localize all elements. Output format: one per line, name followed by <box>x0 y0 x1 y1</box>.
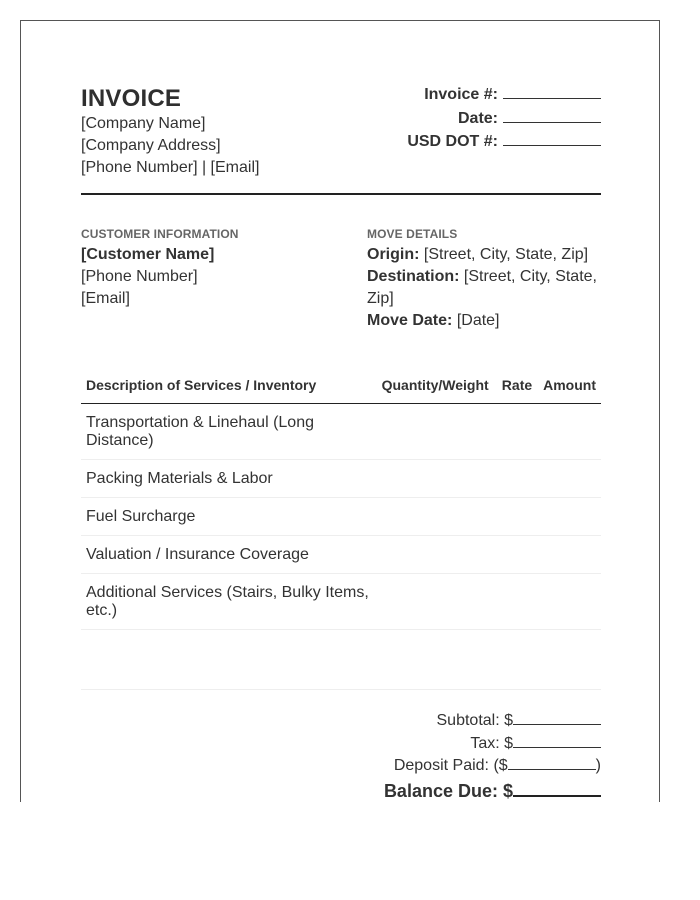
move-date-line <box>367 310 603 332</box>
dot-number-label: USD DOT #: <box>407 133 498 150</box>
deposit-blank <box>508 755 596 770</box>
dot-number-row <box>407 130 601 154</box>
row-quantity <box>377 536 494 574</box>
row-description: Valuation / Insurance Coverage <box>81 536 377 574</box>
origin-label: Origin: <box>367 246 420 263</box>
table-row <box>81 404 601 460</box>
invoice-date-label: Date: <box>457 109 498 127</box>
origin-value: [Street, City, State, Zip] <box>423 246 589 263</box>
invoice-page <box>20 20 660 802</box>
deposit-close: ) <box>595 757 601 774</box>
row-quantity <box>377 460 494 498</box>
balance-due-row <box>81 778 601 804</box>
company-name: [Company Name] <box>81 115 206 132</box>
deposit-row <box>81 755 601 778</box>
balance-due-blank <box>513 780 601 797</box>
invoice-number-row <box>407 83 601 107</box>
destination-line <box>367 266 603 310</box>
invoice-date-blank <box>503 107 601 123</box>
row-description: Packing Materials & Labor <box>81 460 377 498</box>
invoice-number-label: Invoice #: <box>424 86 498 103</box>
totals-section <box>81 710 601 804</box>
empty-cell <box>494 630 537 690</box>
invoice-content <box>81 85 601 804</box>
services-table <box>81 367 601 690</box>
row-amount <box>537 460 601 498</box>
row-amount <box>537 498 601 536</box>
quantity-header: Quantity/Weight <box>377 367 494 404</box>
customer-email: [Email] <box>81 290 130 307</box>
move-date-value: [Date] <box>456 312 500 329</box>
move-details <box>367 227 603 332</box>
row-rate <box>494 536 537 574</box>
customer-section-label: CUSTOMER INFORMATION <box>81 227 239 241</box>
origin-line <box>367 244 603 266</box>
empty-cell <box>377 630 494 690</box>
row-amount <box>537 574 601 630</box>
destination-value: [Street, City, State, Zip] <box>367 268 597 307</box>
company-contact: [Phone Number] | [Email] <box>81 159 260 176</box>
row-description: Transportation & Linehaul (Long Distance) <box>81 404 377 460</box>
row-rate <box>494 574 537 630</box>
row-quantity <box>377 498 494 536</box>
invoice-meta <box>407 83 601 154</box>
invoice-title: INVOICE <box>81 85 182 112</box>
customer-info <box>81 227 351 310</box>
table-row <box>81 536 601 574</box>
table-row <box>81 460 601 498</box>
tax-blank <box>513 733 601 748</box>
table-row <box>81 574 601 630</box>
company-address: [Company Address] <box>81 137 221 154</box>
deposit-label: Deposit Paid: ($ <box>393 757 508 774</box>
tax-label: Tax: $ <box>470 734 513 752</box>
amount-header: Amount <box>537 367 601 404</box>
customer-name: [Customer Name] <box>81 246 215 263</box>
subtotal-row <box>81 710 601 733</box>
invoice-number-blank <box>503 83 601 99</box>
balance-due-label: Balance Due: $ <box>383 780 513 801</box>
table-row-empty <box>81 630 601 690</box>
invoice-date-row <box>407 107 601 131</box>
row-description: Additional Services (Stairs, Bulky Items, etc.) <box>81 574 377 630</box>
empty-cell <box>81 630 377 690</box>
row-rate <box>494 498 537 536</box>
invoice-header <box>81 85 601 193</box>
subtotal-blank <box>513 710 601 725</box>
move-date-label: Move Date: <box>367 312 453 329</box>
row-description: Fuel Surcharge <box>81 498 377 536</box>
subtotal-label: Subtotal: $ <box>436 712 513 729</box>
row-quantity <box>377 404 494 460</box>
row-amount <box>537 536 601 574</box>
description-header: Description of Services / Inventory <box>81 367 377 404</box>
customer-phone: [Phone Number] <box>81 268 198 285</box>
tax-row <box>81 733 601 756</box>
row-amount <box>537 404 601 460</box>
row-rate <box>494 404 537 460</box>
dot-number-blank <box>503 130 601 146</box>
row-quantity <box>377 574 494 630</box>
destination-label: Destination: <box>367 268 460 285</box>
move-section-label: MOVE DETAILS <box>367 227 458 241</box>
table-row <box>81 498 601 536</box>
info-section <box>81 227 601 335</box>
row-rate <box>494 460 537 498</box>
header-divider <box>81 193 601 195</box>
table-header-row <box>81 367 601 404</box>
rate-header: Rate <box>494 367 537 404</box>
empty-cell <box>537 630 601 690</box>
